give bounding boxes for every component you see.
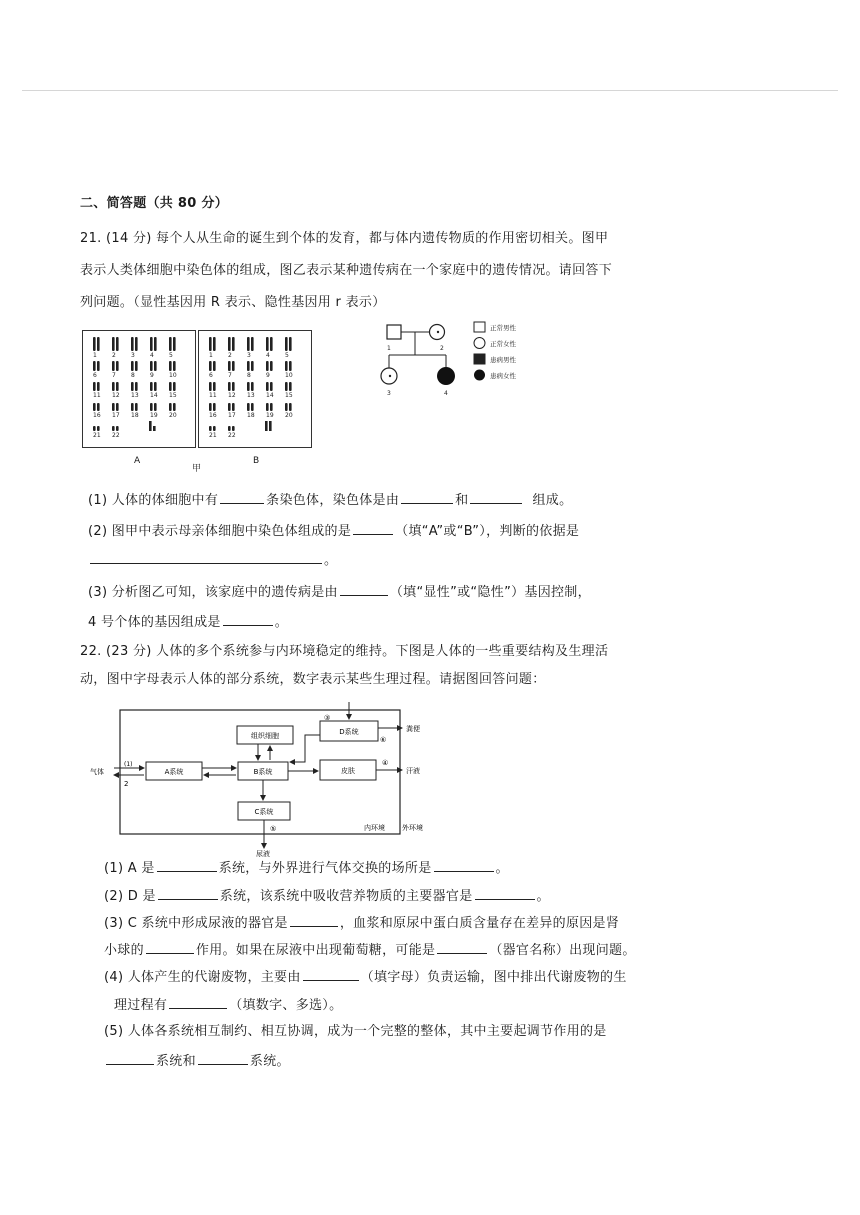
karyotype-a-chromosome-5: [169, 337, 172, 351]
karyotype-b-chromosome-5: [285, 337, 288, 351]
karyotype-a-chromosome-number: 2: [112, 352, 116, 359]
q21-intro-line3: 列问题。（显性基因用 R 表示、隐性基因用 r 表示）: [80, 295, 386, 310]
q22-part2: (2) D 是 系统，该系统中吸收营养物质的主要器官是 。: [104, 886, 550, 906]
karyotype-b-chromosome-number: 9: [266, 372, 270, 379]
karyotype-a-chromosome-number: 17: [112, 412, 120, 419]
pedigree-label-4: 4: [444, 390, 448, 397]
karyotype-b-chromosome-9: [266, 361, 269, 371]
karyotype-a-chromosome-number: 16: [93, 412, 101, 419]
karyotype-b-chromosome-number: 18: [247, 412, 255, 419]
pedigree-affected-female-4: [438, 368, 455, 385]
answer-blank[interactable]: [353, 521, 393, 535]
q22-part5-cont: 系统和 系统。: [104, 1051, 290, 1071]
karyotype-a-chromosome-5: [173, 337, 176, 351]
karyotype-a-chromosome-19: [154, 403, 157, 411]
karyotype-b-chromosome-21: [213, 426, 216, 431]
process-4-label: ④: [382, 759, 389, 767]
karyotype-b-chromosome-15: [289, 382, 292, 391]
q22-part3-cont: 小球的 作用。如果在尿液中出现葡萄糖，可能是 （器官名称）出现问题。: [104, 940, 636, 960]
karyotype-a-chromosomes: [83, 331, 195, 447]
karyotype-a-chromosome-22: [112, 426, 115, 431]
answer-blank[interactable]: [401, 490, 453, 504]
q21-part3: (3) 分析图乙可知，该家庭中的遗传病是由 （填“显性”或“隐性”）基因控制，: [88, 582, 591, 602]
karyotype-a-chromosome-13: [131, 382, 134, 391]
answer-blank[interactable]: [437, 940, 487, 954]
karyotype-a-chromosome-16: [93, 403, 96, 411]
answer-blank[interactable]: [470, 490, 522, 504]
answer-blank[interactable]: [475, 886, 535, 900]
karyotype-b-chromosome-18: [247, 403, 250, 411]
q22-part4: (4) 人体产生的代谢废物，主要由 （填字母）负责运输，图中排出代谢废物的生: [104, 967, 627, 987]
process-5-label: ⑤: [270, 825, 277, 833]
karyotype-b-chromosome-19: [270, 403, 273, 411]
karyotype-b-chromosome-12: [228, 382, 231, 391]
answer-blank[interactable]: [158, 886, 218, 900]
answer-blank[interactable]: [106, 1051, 154, 1065]
karyotype-b-chromosome-3: [247, 337, 250, 351]
process-2-label: 2: [124, 780, 129, 788]
process-3-label: ③: [324, 714, 331, 722]
karyotype-b-chromosome-11: [209, 382, 212, 391]
karyotype-a-chromosome-21: [97, 426, 100, 431]
karyotype-b-chromosome-1: [213, 337, 216, 351]
b-system-label: B系统: [253, 768, 273, 776]
karyotype-a-chromosome-number: 6: [93, 372, 97, 379]
karyotype-b-chromosome-8: [251, 361, 254, 371]
answer-blank[interactable]: [340, 582, 388, 596]
karyotype-a-chromosome-12: [116, 382, 119, 391]
q22-part5: (5) 人体各系统相互制约、相互协调，成为一个完整的整体，其中主要起调节作用的是: [104, 1024, 607, 1039]
karyotype-a-chromosome-15: [169, 382, 172, 391]
karyotype-b-chromosome-13: [251, 382, 254, 391]
karyotype-b-chromosome-21: [209, 426, 212, 431]
karyotype-a-chromosome-14: [154, 382, 157, 391]
karyotype-b-panel: [198, 330, 312, 448]
karyotype-b-chromosome-4: [266, 337, 269, 351]
karyotype-a-chromosome-1: [93, 337, 96, 351]
process-6-label: ⑥: [380, 736, 387, 744]
karyotype-a-chromosome-10: [169, 361, 172, 371]
answer-blank[interactable]: [290, 913, 338, 927]
karyotype-b-chromosome-number: 5: [285, 352, 289, 359]
answer-blank[interactable]: [90, 550, 322, 564]
karyotype-b-chromosome-number: 7: [228, 372, 232, 379]
karyotype-a-chromosome-number: 15: [169, 392, 177, 399]
karyotype-a-chromosome-8: [135, 361, 138, 371]
q22-part1: (1) A 是 系统，与外界进行气体交换的场所是 。: [104, 858, 509, 878]
legend-normal-male-icon: [474, 322, 485, 332]
karyotype-a-chromosome-number: 1: [93, 352, 97, 359]
karyotype-b-chromosome-22: [232, 426, 235, 431]
pedigree-label-2: 2: [440, 345, 444, 352]
karyotype-a-chromosome-2: [116, 337, 119, 351]
karyotype-b-chromosome-22: [228, 426, 231, 431]
skin-label: 皮肤: [341, 767, 355, 775]
pedigree-carrier-dot-2: [437, 331, 439, 333]
karyotype-a-chromosome-number: 14: [150, 392, 158, 399]
karyotype-a-panel: [82, 330, 196, 448]
q21-part2-cont: 。: [88, 550, 337, 570]
karyotype-a-chromosome-4: [150, 337, 153, 351]
feces-label: 粪便: [406, 725, 420, 733]
karyotype-a-chromosome-number: 8: [131, 372, 135, 379]
answer-blank[interactable]: [157, 858, 217, 872]
karyotype-b-chromosome-number: 11: [209, 392, 217, 399]
karyotype-b-chromosome-number: 13: [247, 392, 255, 399]
karyotype-a-chromosome-number: 5: [169, 352, 173, 359]
legend-affected-male-icon: [474, 354, 485, 364]
karyotype-b-chromosomes: [199, 331, 311, 447]
inner-environment-label: 内环境: [364, 824, 385, 832]
q22-part4-cont: 理过程有 （填数字、多选）。: [114, 995, 342, 1015]
section-title: 二、简答题（共 80 分）: [80, 196, 229, 211]
karyotype-b-chromosome-10: [285, 361, 288, 371]
fig-a-label: A: [134, 456, 141, 466]
answer-blank[interactable]: [220, 490, 264, 504]
karyotype-b-chromosome-6: [209, 361, 212, 371]
answer-blank[interactable]: [223, 612, 273, 626]
karyotype-b-chromosome-number: 2: [228, 352, 232, 359]
karyotype-b-chromosome-7: [228, 361, 231, 371]
process-1-label: (1): [124, 761, 133, 768]
a-system-label: A系统: [164, 768, 184, 776]
karyotype-b-chromosome-8: [247, 361, 250, 371]
karyotype-b-chromosome-11: [213, 382, 216, 391]
q21-part2: (2) 图甲中表示母亲体细胞中染色体组成的是 （填“A”或“B”），判断的依据是: [88, 521, 579, 541]
karyotype-a-chromosome-17: [112, 403, 115, 411]
legend-normal-female-icon: [474, 338, 485, 349]
q22-part3: (3) C 系统中形成尿液的器官是 ，血浆和原尿中蛋白质含量存在差异的原因是肾: [104, 913, 619, 933]
karyotype-b-chromosome-13: [247, 382, 250, 391]
karyotype-b-chromosome-10: [289, 361, 292, 371]
karyotype-b-chromosome-number: 6: [209, 372, 213, 379]
karyotype-b-chromosome-14: [270, 382, 273, 391]
karyotype-b-chromosome-number: 17: [228, 412, 236, 419]
karyotype-a-chromosome-number: 21: [93, 432, 101, 439]
karyotype-b-chromosome-16: [213, 403, 216, 411]
karyotype-a-chromosome-6: [97, 361, 100, 371]
karyotype-a-chromosome-7: [112, 361, 115, 371]
karyotype-a-chromosome-number: 3: [131, 352, 135, 359]
karyotype-b-chromosome-number: 3: [247, 352, 251, 359]
karyotype-a-chromosome-20: [173, 403, 176, 411]
karyotype-b-chromosome-16: [209, 403, 212, 411]
karyotype-b-chromosome-6: [213, 361, 216, 371]
karyotype-a-chromosome-3: [135, 337, 138, 351]
karyotype-a-chromosome-number: 12: [112, 392, 120, 399]
karyotype-a-chromosome-11: [93, 382, 96, 391]
karyotype-a-chromosome-21: [93, 426, 96, 431]
karyotype-b-chromosome-18: [251, 403, 254, 411]
karyotype-a-chromosome-number: 22: [112, 432, 120, 439]
karyotype-a-chromosome-1: [97, 337, 100, 351]
karyotype-a-chromosome-number: 20: [169, 412, 177, 419]
karyotype-b-chromosome-number: 4: [266, 352, 270, 359]
q21-part3-cont: 4 号个体的基因组成是 。: [88, 612, 288, 632]
karyotype-a-chromosome-18: [131, 403, 134, 411]
karyotype-a-chromosome-4: [154, 337, 157, 351]
karyotype-a-chromosome-9: [150, 361, 153, 371]
pedigree-label-3: 3: [387, 390, 391, 397]
d-system-label: D系统: [339, 728, 359, 736]
karyotype-a-chromosome-15: [173, 382, 176, 391]
karyotype-b-sex-chromosome: [265, 421, 268, 431]
karyotype-a-chromosome-16: [97, 403, 100, 411]
karyotype-b-chromosome-1: [209, 337, 212, 351]
karyotype-a-chromosome-number: 10: [169, 372, 177, 379]
karyotype-a-chromosome-number: 19: [150, 412, 158, 419]
outer-environment-label: 外环境: [402, 824, 423, 832]
karyotype-a-chromosome-8: [131, 361, 134, 371]
karyotype-b-chromosome-14: [266, 382, 269, 391]
karyotype-b-chromosome-number: 10: [285, 372, 293, 379]
karyotype-b-sex-chromosome: [269, 421, 272, 431]
karyotype-a-chromosome-number: 4: [150, 352, 154, 359]
karyotype-a-chromosome-17: [116, 403, 119, 411]
karyotype-b-chromosome-number: 16: [209, 412, 217, 419]
karyotype-b-chromosome-5: [289, 337, 292, 351]
q22-intro-line1: 22. (23 分) 人体的多个系统参与内环境稳定的维持。下图是人体的一些重要结构及生理活: [80, 644, 609, 659]
karyotype-a-chromosome-14: [150, 382, 153, 391]
karyotype-b-chromosome-2: [232, 337, 235, 351]
karyotype-b-chromosome-20: [289, 403, 292, 411]
answer-blank[interactable]: [146, 940, 194, 954]
fig-jia-label: 甲: [192, 464, 202, 474]
q21-intro-line1: 21. (14 分) 每个人从生命的诞生到个体的发育，都与体内遗传物质的作用密切相关。图甲: [80, 231, 609, 246]
karyotype-a-chromosome-18: [135, 403, 138, 411]
karyotype-b-chromosome-number: 22: [228, 432, 236, 439]
pedigree-label-1: 1: [387, 345, 391, 352]
tissue-cells-label: 组织细胞: [251, 732, 279, 740]
karyotype-b-chromosome-number: 19: [266, 412, 274, 419]
karyotype-a-chromosome-9: [154, 361, 157, 371]
karyotype-a-chromosome-number: 18: [131, 412, 139, 419]
legend-normal-female: 正常女性: [490, 340, 516, 348]
karyotype-b-chromosome-15: [285, 382, 288, 391]
karyotype-b-chromosome-7: [232, 361, 235, 371]
answer-blank[interactable]: [169, 995, 227, 1009]
q22-intro-line2: 动，图中字母表示人体的部分系统，数字表示某些生理过程。请据图回答问题：: [80, 672, 546, 687]
legend-affected-female: 患病女性: [490, 372, 516, 380]
karyotype-b-chromosome-number: 1: [209, 352, 213, 359]
pedigree-male-1: [387, 325, 401, 339]
karyotype-b-chromosome-19: [266, 403, 269, 411]
karyotype-a-chromosome-number: 11: [93, 392, 101, 399]
karyotype-b-chromosome-number: 15: [285, 392, 293, 399]
karyotype-b-chromosome-number: 8: [247, 372, 251, 379]
c-system-label: C系统: [254, 808, 274, 816]
karyotype-a-chromosome-22: [116, 426, 119, 431]
karyotype-b-chromosome-2: [228, 337, 231, 351]
body-systems-diagram: [80, 700, 460, 858]
karyotype-a-chromosome-12: [112, 382, 115, 391]
gas-label: 气体: [90, 768, 104, 776]
sweat-label: 汗液: [406, 767, 420, 775]
q21-intro-line2: 表示人类体细胞中染色体的组成，图乙表示某种遗传病在一个家庭中的遗传情况。请回答下: [80, 263, 613, 278]
karyotype-a-sex-chromosome: [149, 421, 152, 431]
fig-b-label: B: [253, 456, 260, 466]
legend-affected-male: 患病男性: [490, 356, 516, 364]
answer-blank[interactable]: [303, 967, 359, 981]
karyotype-b-chromosome-number: 14: [266, 392, 274, 399]
legend-affected-female-icon: [474, 370, 485, 381]
answer-blank[interactable]: [198, 1051, 248, 1065]
karyotype-b-chromosome-17: [228, 403, 231, 411]
karyotype-b-chromosome-17: [232, 403, 235, 411]
karyotype-a-chromosome-number: 7: [112, 372, 116, 379]
karyotype-b-chromosome-12: [232, 382, 235, 391]
answer-blank[interactable]: [434, 858, 494, 872]
karyotype-a-chromosome-13: [135, 382, 138, 391]
karyotype-b-chromosome-number: 12: [228, 392, 236, 399]
karyotype-a-chromosome-6: [93, 361, 96, 371]
karyotype-a-chromosome-3: [131, 337, 134, 351]
karyotype-a-chromosome-19: [150, 403, 153, 411]
karyotype-b-chromosome-number: 21: [209, 432, 217, 439]
karyotype-a-chromosome-10: [173, 361, 176, 371]
karyotype-a-sex-chromosome: [153, 426, 156, 431]
karyotype-a-chromosome-7: [116, 361, 119, 371]
q21-part1: (1) 人体的体细胞中有 条染色体，染色体是由 和 组成。: [88, 490, 572, 510]
urine-label: 尿液: [256, 850, 270, 858]
karyotype-a-chromosome-20: [169, 403, 172, 411]
karyotype-b-chromosome-20: [285, 403, 288, 411]
karyotype-b-chromosome-9: [270, 361, 273, 371]
karyotype-b-chromosome-3: [251, 337, 254, 351]
karyotype-b-chromosome-4: [270, 337, 273, 351]
karyotype-a-chromosome-number: 9: [150, 372, 154, 379]
page-top-rule: [22, 90, 838, 91]
karyotype-a-chromosome-number: 13: [131, 392, 139, 399]
karyotype-b-chromosome-number: 20: [285, 412, 293, 419]
pedigree-chart: [370, 320, 560, 400]
legend-normal-male: 正常男性: [490, 324, 516, 332]
karyotype-a-chromosome-2: [112, 337, 115, 351]
karyotype-a-chromosome-11: [97, 382, 100, 391]
